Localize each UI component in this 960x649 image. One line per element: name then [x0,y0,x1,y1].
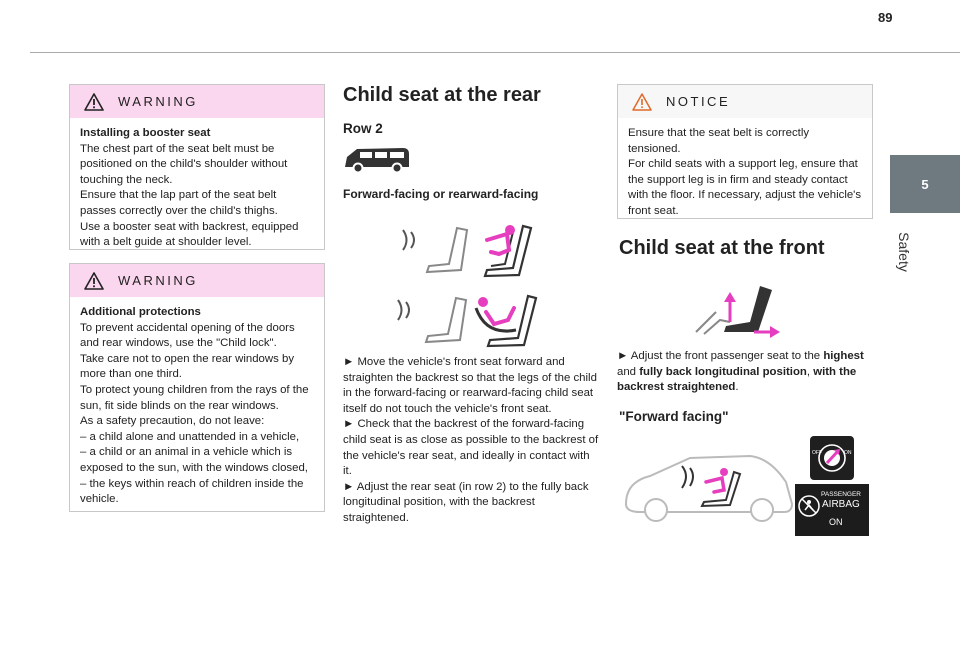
switch-off-label: OFF [812,450,822,456]
warning-label: WARNING [118,273,198,288]
notice-label: NOTICE [666,94,731,109]
warning-triangle-icon [84,93,104,111]
warning-line: To prevent accidental opening of the doors and rear windows, use the "Child lock". [80,321,295,350]
notice-triangle-icon [632,93,652,111]
subheading-row2: Row 2 [343,121,383,136]
warning-line: To protect young children from the rays of the sun, fit side blinds on the rear windows. [80,383,309,412]
notice-line: For child seats with a support leg, ensure that the support leg is in firm and steady contact with the floor. If necessary, adjust the vehicle's front seat. [628,158,862,217]
airbag-label-line1: PASSENGER [821,491,861,498]
warning-title: Additional protections [80,306,201,318]
front-step-bold: with the backrest straightened [617,365,857,394]
airbag-label-line2: AIRBAG [822,499,860,510]
rear-instructions [343,355,599,527]
warning-box-booster-seat [69,84,325,250]
front-step-text: and [617,365,637,378]
warning-line: – the keys within reach of children inside the vehicle. [80,477,304,506]
warning-line: – a child alone and unattended in a vehicle, [80,430,300,443]
warning-line: Use a booster seat with backrest, equipped with a belt guide at shoulder level. [80,220,299,249]
instruction-step: ► Check that the backrest of the forward-facing child seat is as close as possible to the backrest of the vehicle's rear seat, and ideally in contact with it. [343,418,599,478]
page-number: 89 [878,10,893,25]
notice-box [617,84,873,219]
front-instruction [617,349,873,396]
subheading-forward-facing: "Forward facing" [619,409,729,424]
switch-on-label: ON [844,450,852,456]
instruction-step: ► Adjust the rear seat (in row 2) to the fully back longitudinal position, with the backrest straightened. [343,480,589,524]
caption-facing: Forward-facing or rearward-facing [343,187,539,201]
front-seat-adjust-illustration [690,282,782,338]
warning-header [70,85,324,118]
front-step-text: . [735,381,739,394]
warning-line: The chest part of the seat belt must be positioned on the child's shoulder without touching the neck. [80,142,288,186]
front-step-bold: fully back longitudinal position [639,365,807,378]
warning-line: Ensure that the lap part of the seat belt passes correctly over the child's thighs. [80,189,278,217]
header-divider [30,52,960,53]
section-heading-front: Child seat at the front [619,237,825,259]
rearward-facing-seat-illustration [390,290,540,348]
front-step-text: ► Adjust the front passenger seat to the [617,350,821,362]
notice-line: Ensure that the seat belt is correctly tensioned. [628,127,810,155]
instruction-step: ► Move the vehicle's front seat forward and straighten the backrest so that the legs of the child in the forward-facing or rearward-facing child seat itself do not touch the vehicle's front seat. [343,356,597,415]
front-step-bold: highest [823,350,864,362]
warning-line: – a child or an animal in a vehicle which is exposed to the sun, with the windows closed, [80,446,308,474]
warning-label: WARNING [118,94,198,109]
notice-header [618,85,872,118]
section-tab[interactable]: 5 [890,155,960,213]
car-forward-facing-illustration [620,452,798,532]
warning-header [70,264,324,297]
section-label: Safety [896,232,912,272]
airbag-label-line3: ON [829,517,843,527]
warning-line: As a safety precaution, do not leave: [80,415,265,428]
airbag-switch-icon [810,436,854,480]
warning-line: Take care not to open the rear windows by more than one third. [80,352,295,381]
no-child-seat-icon [798,492,820,520]
section-heading-rear: Child seat at the rear [343,84,541,106]
warning-box-additional-protections [69,263,325,512]
warning-title: Installing a booster seat [80,127,211,139]
front-step-text: , [806,365,811,378]
warning-triangle-icon [84,272,104,290]
forward-facing-seat-illustration [395,220,540,278]
passenger-airbag-indicator [795,484,869,536]
van-icon [343,145,411,173]
